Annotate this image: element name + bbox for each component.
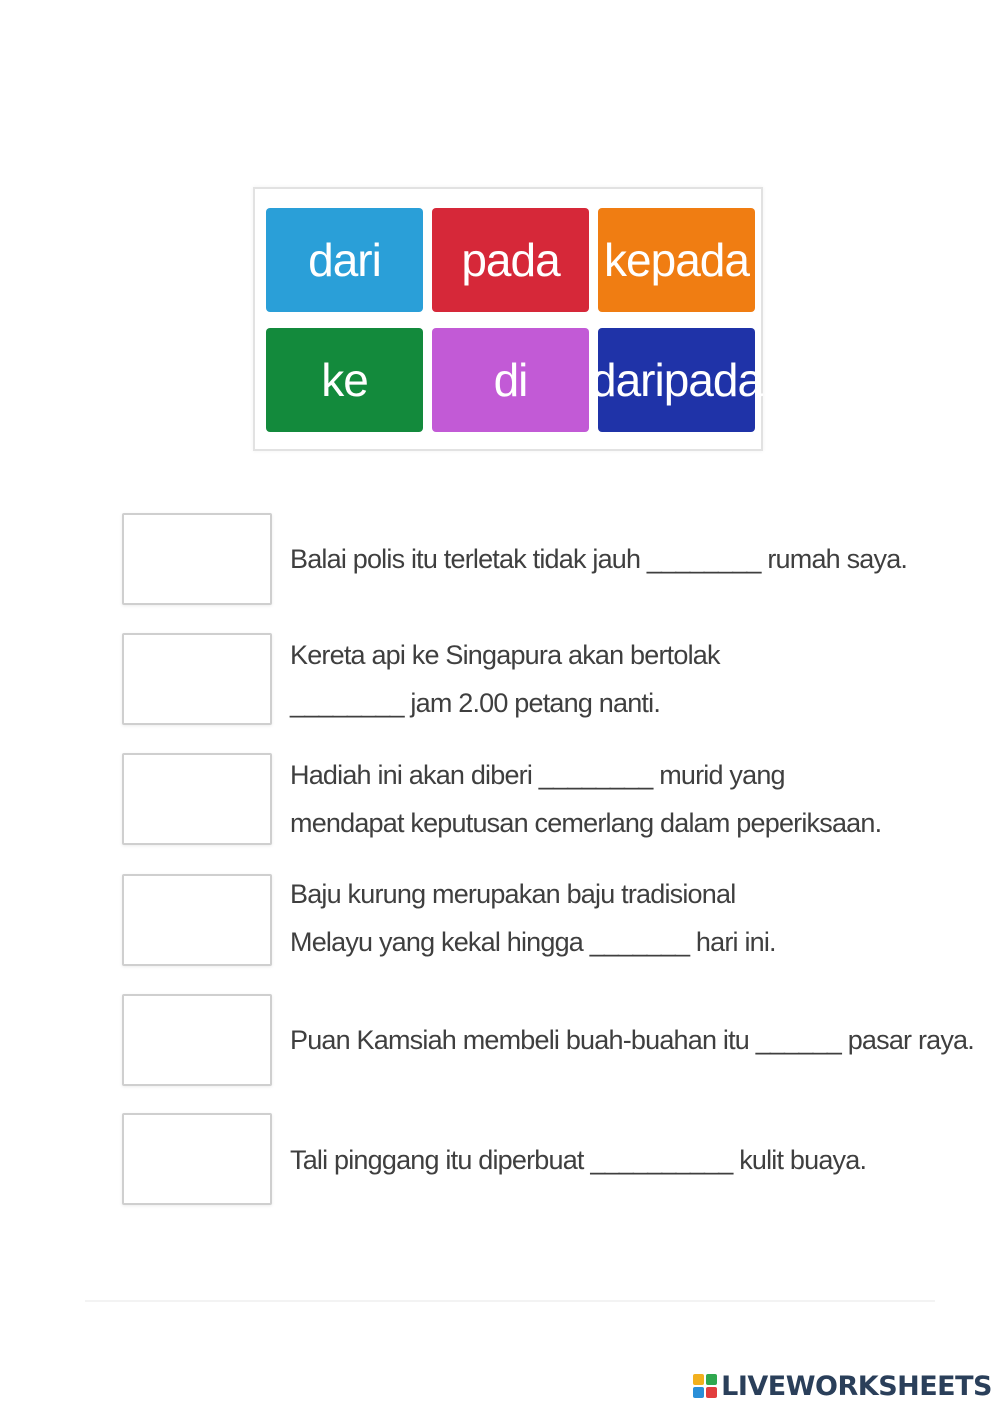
word-tile-kepada[interactable]: kepada [598, 208, 755, 312]
word-tile-di[interactable]: di [432, 328, 589, 432]
question-3-line-2: mendapat keputusan cemerlang dalam peperiksaan. [290, 808, 882, 838]
word-tile-pada[interactable]: pada [432, 208, 589, 312]
word-tile-ke[interactable]: ke [266, 328, 423, 432]
answer-drop-box-6[interactable] [122, 1113, 272, 1205]
question-3-line-1: Hadiah ini akan diberi ________ murid yang [290, 760, 785, 790]
answer-drop-box-5[interactable] [122, 994, 272, 1086]
question-2-line-1: Kereta api ke Singapura akan bertolak [290, 640, 720, 670]
word-tile-daripada[interactable]: daripada [598, 328, 755, 432]
question-6-line-1: Tali pinggang itu diperbuat __________ kulit buaya. [290, 1145, 867, 1175]
word-bank [253, 187, 763, 451]
answer-drop-box-2[interactable] [122, 633, 272, 725]
answer-drop-box-4[interactable] [122, 874, 272, 966]
logo-square [693, 1387, 704, 1398]
question-3-text [290, 751, 930, 847]
footer-divider [85, 1300, 935, 1302]
liveworksheets-brand [693, 1369, 992, 1403]
question-2-text [290, 631, 930, 727]
logo-square [706, 1374, 717, 1385]
logo-square [693, 1374, 704, 1385]
logo-square [706, 1387, 717, 1398]
question-4-text [290, 870, 930, 966]
word-tile-dari[interactable]: dari [266, 208, 423, 312]
brand-name: LIVEWORKSHEETS [721, 1370, 992, 1402]
answer-drop-box-3[interactable] [122, 753, 272, 845]
question-1-text [290, 535, 930, 583]
question-6-text [290, 1136, 930, 1184]
question-2-line-2: ________ jam 2.00 petang nanti. [290, 688, 661, 718]
question-5-text [290, 1016, 974, 1064]
liveworksheets-logo-icon [693, 1374, 717, 1398]
question-1-line-1: Balai polis itu terletak tidak jauh ________ rumah saya. [290, 544, 908, 574]
question-4-line-1: Baju kurung merupakan baju tradisional [290, 879, 736, 909]
question-4-line-2: Melayu yang kekal hingga _______ hari ini. [290, 927, 776, 957]
question-5-line-1: Puan Kamsiah membeli buah-buahan itu ______ pasar raya. [290, 1025, 974, 1055]
answer-drop-box-1[interactable] [122, 513, 272, 605]
